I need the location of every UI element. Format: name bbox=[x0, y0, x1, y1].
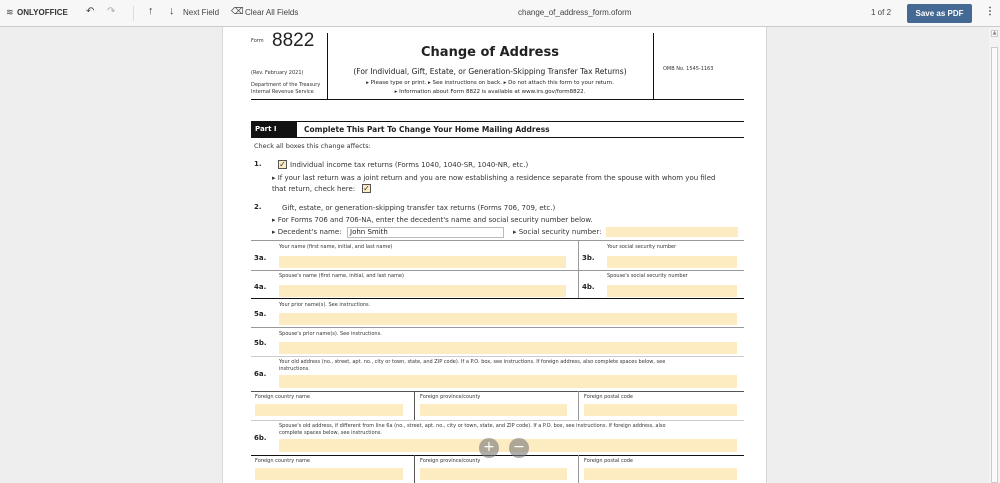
divider bbox=[251, 327, 744, 328]
divider bbox=[653, 33, 654, 100]
decedent-name-input[interactable]: John Smith bbox=[347, 227, 504, 238]
form-revision: (Rev. February 2021) bbox=[251, 70, 304, 76]
field-label: Spouse's old address, if different from line 6a (no., street, apt. no., city or town, state, and ZIP code). If a P.O. box, see instructions. If foreign address, also bbox=[279, 423, 666, 429]
instructions-line: ▸ Please type or print. ▸ See instructions on back. ▸ Do not attach this form to your return. bbox=[366, 80, 614, 86]
foreign-postal-input[interactable] bbox=[584, 404, 737, 416]
instruction-text: Check all boxes this change affects: bbox=[254, 142, 371, 150]
line-note: ▸ If your last return was a joint return and you are now establishing a residence separate from the spouse with whom you filed bbox=[272, 174, 716, 182]
field-label: Foreign postal code bbox=[584, 458, 633, 464]
redo-icon[interactable]: ↷ bbox=[107, 6, 116, 17]
divider bbox=[251, 137, 744, 138]
field-label: complete spaces below, see instructions. bbox=[279, 430, 382, 436]
spouse-name-input[interactable] bbox=[279, 285, 566, 297]
spouse-foreign-province-input[interactable] bbox=[420, 468, 567, 480]
divider bbox=[414, 391, 415, 420]
divider bbox=[133, 6, 134, 21]
divider bbox=[578, 391, 579, 420]
eraser-icon: ⌫ bbox=[231, 6, 244, 16]
form-subtitle: (For Individual, Gift, Estate, or Generation-Skipping Transfer Tax Returns) bbox=[353, 67, 627, 76]
next-field-button[interactable]: Next Field bbox=[183, 8, 220, 17]
ssn-label: ▸ Social security number: bbox=[513, 228, 602, 236]
line-number: 6b. bbox=[254, 434, 267, 442]
toolbar bbox=[0, 0, 1000, 27]
decedent-ssn-input[interactable] bbox=[606, 227, 738, 237]
scrollbar-thumb[interactable] bbox=[991, 47, 998, 483]
previous-field-icon[interactable]: ↑ bbox=[148, 5, 154, 17]
line-number: 5b. bbox=[254, 339, 267, 347]
divider bbox=[251, 420, 744, 421]
your-ssn-input[interactable] bbox=[607, 256, 737, 268]
field-label: instructions. bbox=[279, 366, 310, 372]
part-title: Complete This Part To Change Your Home Mailing Address bbox=[304, 125, 550, 134]
spouse-ssn-input[interactable] bbox=[607, 285, 737, 297]
line-text: Gift, estate, or generation-skipping transfer tax returns (Forms 706, 709, etc.) bbox=[282, 204, 556, 212]
form-title: Change of Address bbox=[421, 45, 559, 60]
divider bbox=[414, 455, 415, 483]
field-label: Your social security number bbox=[607, 244, 677, 250]
zoom-out-button[interactable]: − bbox=[509, 438, 529, 458]
agency: Internal Revenue Service bbox=[251, 89, 314, 95]
line-note: ▸ For Forms 706 and 706-NA, enter the decedent's name and social security number below. bbox=[272, 216, 593, 224]
line-number: 4b. bbox=[582, 283, 595, 291]
field-label: Your prior name(s). See instructions. bbox=[279, 302, 371, 308]
your-name-input[interactable] bbox=[279, 256, 566, 268]
zoom-in-button[interactable]: + bbox=[479, 438, 499, 458]
next-field-icon[interactable]: ↓ bbox=[169, 5, 175, 17]
part-label: Part I bbox=[251, 122, 297, 137]
form-word: Form bbox=[251, 38, 264, 44]
save-as-pdf-button[interactable]: Save as PDF bbox=[907, 4, 972, 23]
line-text: Individual income tax returns (Forms 1040, 1040-SR, 1040-NR, etc.) bbox=[290, 161, 529, 169]
field-label: Foreign country name bbox=[255, 458, 310, 464]
line-number: 3a. bbox=[254, 254, 267, 262]
divider bbox=[251, 240, 744, 241]
form-number: 8822 bbox=[272, 30, 315, 51]
divider bbox=[251, 298, 744, 299]
omb-number: OMB No. 1545-1163 bbox=[663, 66, 714, 72]
field-label: Spouse's prior name(s). See instructions. bbox=[279, 331, 382, 337]
line-number: 1. bbox=[254, 160, 262, 168]
field-label: Spouse's social security number bbox=[607, 273, 688, 279]
department: Department of the Treasury bbox=[251, 82, 321, 88]
divider bbox=[251, 455, 744, 456]
divider bbox=[251, 270, 744, 271]
field-label: Foreign province/county bbox=[420, 394, 481, 400]
scroll-up-arrow-icon[interactable]: ▲ bbox=[992, 30, 997, 36]
more-menu-icon[interactable]: ⋮ bbox=[985, 6, 995, 17]
spouse-prior-name-input[interactable] bbox=[279, 342, 737, 354]
divider bbox=[251, 356, 744, 357]
page-indicator[interactable]: 1 of 2 bbox=[871, 8, 892, 17]
line-number: 6a. bbox=[254, 370, 267, 378]
prior-name-input[interactable] bbox=[279, 313, 737, 325]
field-label: Foreign postal code bbox=[584, 394, 633, 400]
divider bbox=[251, 391, 744, 392]
joint-return-checkbox[interactable]: ✓ bbox=[363, 184, 370, 193]
old-address-input[interactable] bbox=[279, 375, 737, 388]
field-label: Foreign country name bbox=[255, 394, 310, 400]
divider bbox=[251, 121, 744, 122]
line-number: 3b. bbox=[582, 254, 595, 262]
foreign-country-input[interactable] bbox=[255, 404, 403, 416]
line-number: 2. bbox=[254, 203, 262, 211]
foreign-province-input[interactable] bbox=[420, 404, 567, 416]
spouse-foreign-postal-input[interactable] bbox=[584, 468, 737, 480]
brand-logo: ONLYOFFICE bbox=[17, 8, 68, 17]
field-label: Spouse's name (first name, initial, and last name) bbox=[279, 273, 404, 279]
line-number: 5a. bbox=[254, 310, 267, 318]
layers-logo-icon: ≋ bbox=[6, 7, 14, 17]
field-label: Your old address (no., street, apt. no., city or town, state, and ZIP code). If a P.O. box, see instructions. If foreign address, also complete spaces below, see bbox=[279, 359, 666, 365]
divider bbox=[251, 99, 744, 100]
clear-all-fields-button[interactable]: Clear All Fields bbox=[245, 8, 299, 17]
field-label: Foreign province/county bbox=[420, 458, 481, 464]
instructions-line: ▸ Information about Form 8822 is available at www.irs.gov/form8822. bbox=[394, 89, 586, 95]
undo-icon[interactable]: ↶ bbox=[86, 6, 95, 17]
spouse-foreign-country-input[interactable] bbox=[255, 468, 403, 480]
line-note: that return, check here: bbox=[272, 185, 356, 193]
divider bbox=[578, 455, 579, 483]
individual-returns-checkbox[interactable]: ✓ bbox=[279, 160, 286, 169]
form-page bbox=[222, 27, 767, 483]
decedent-name-label: ▸ Decedent's name: bbox=[272, 228, 342, 236]
spouse-old-address-input[interactable] bbox=[279, 439, 737, 452]
vertical-scrollbar[interactable] bbox=[989, 27, 1000, 483]
field-label: Your name (first name, initial, and last name) bbox=[279, 244, 393, 250]
line-number: 4a. bbox=[254, 283, 267, 291]
document-title: change_of_address_form.oform bbox=[518, 8, 632, 17]
